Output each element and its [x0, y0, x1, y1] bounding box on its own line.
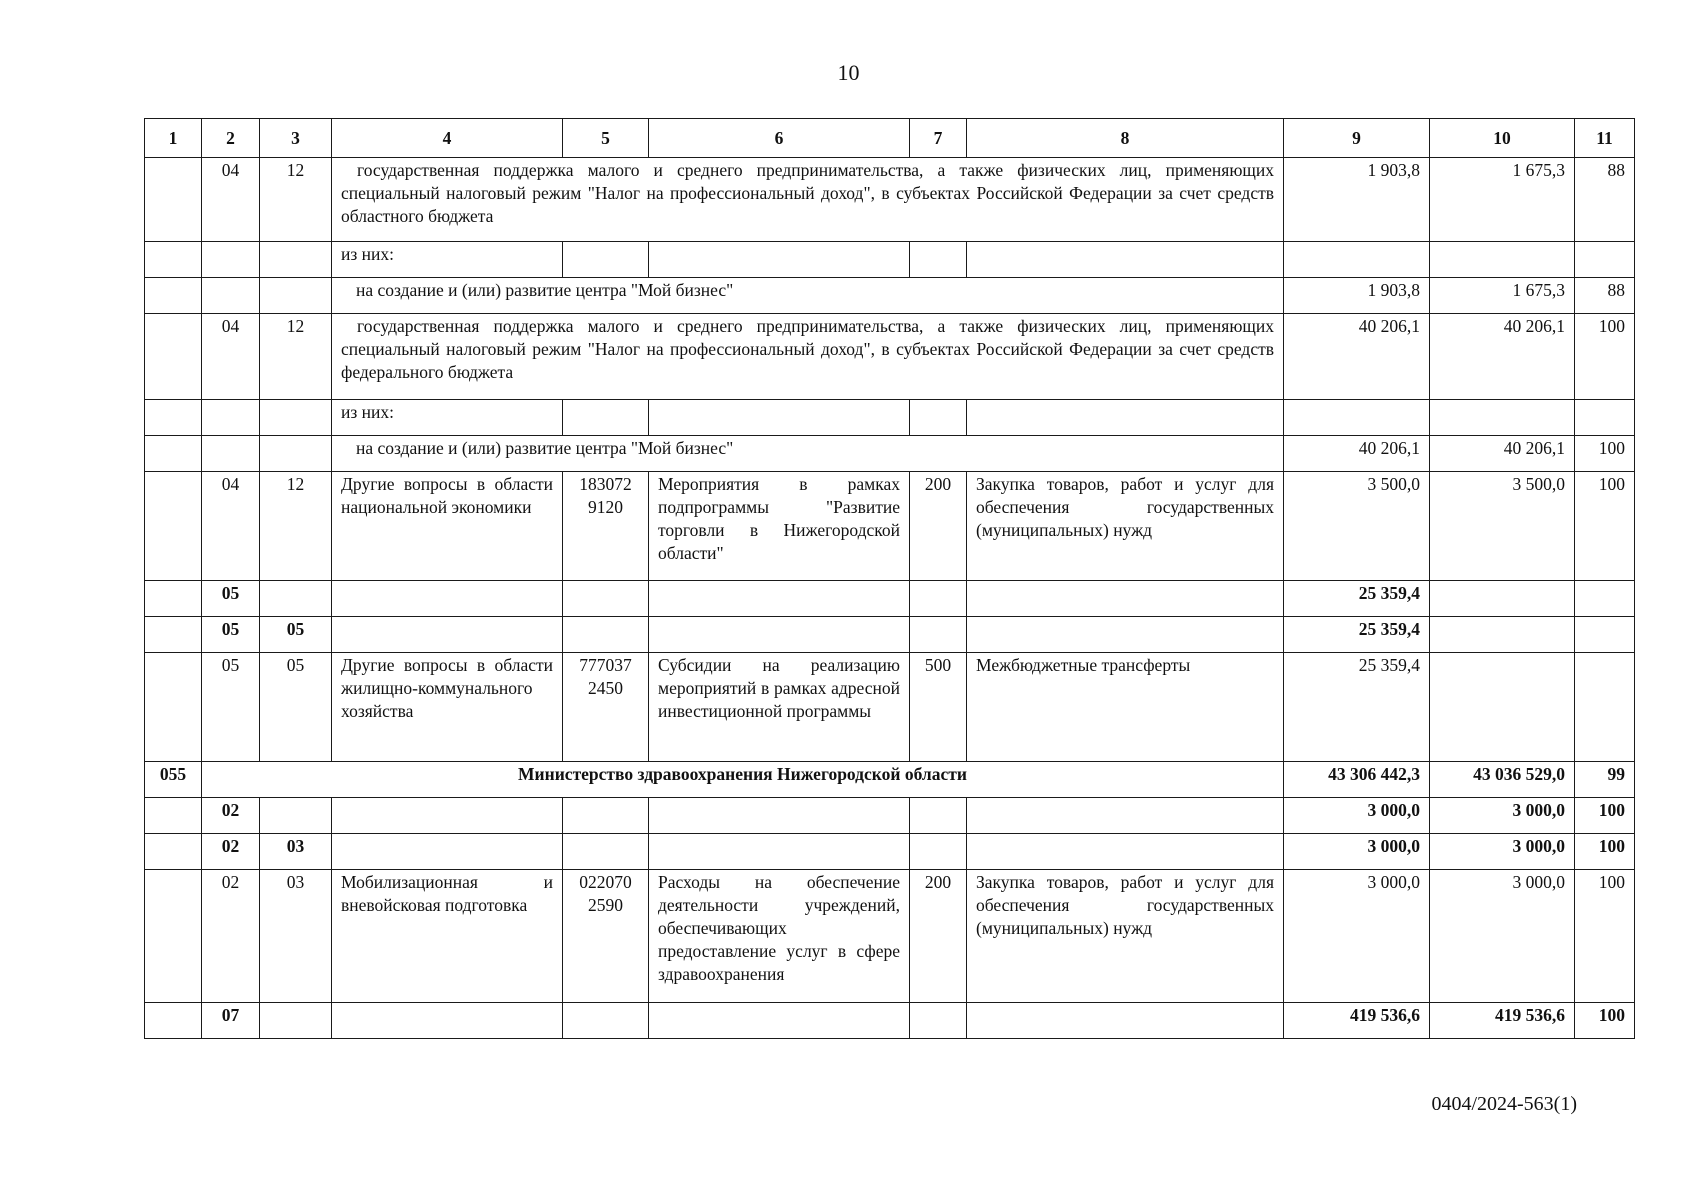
cell-col1	[145, 834, 202, 870]
cell-col8	[967, 617, 1284, 653]
page-number: 10	[837, 60, 860, 85]
cell-subsection	[260, 242, 332, 278]
budget-table	[144, 118, 1635, 1039]
cell-section-name: Другие вопросы в области национальной экономики	[332, 472, 563, 581]
cell-col5	[563, 400, 649, 436]
cell-col1	[145, 653, 202, 762]
cell-plan: 1 903,8	[1284, 158, 1430, 242]
cell-subsection: 12	[260, 158, 332, 242]
cell-col6	[649, 1003, 910, 1039]
cell-section	[202, 242, 260, 278]
table-row	[145, 1003, 1635, 1039]
cell-col8	[967, 400, 1284, 436]
cell-percent: 99	[1575, 762, 1635, 798]
cell-col5	[563, 242, 649, 278]
cell-percent: 100	[1575, 1003, 1635, 1039]
cell-section	[202, 436, 260, 472]
cell-col1	[145, 617, 202, 653]
cell-section: 02	[202, 870, 260, 1003]
cell-subsection: 03	[260, 870, 332, 1003]
header-cell: 11	[1575, 119, 1635, 158]
cell-subsection: 12	[260, 314, 332, 400]
table-row	[145, 653, 1635, 762]
table-row	[145, 472, 1635, 581]
document-code: 0404/2024-563(1)	[1431, 1093, 1577, 1115]
cell-col1	[145, 1003, 202, 1039]
cell-subsection	[260, 400, 332, 436]
cell-percent: 100	[1575, 472, 1635, 581]
cell-col5	[563, 581, 649, 617]
cell-plan: 25 359,4	[1284, 617, 1430, 653]
cell-plan: 3 000,0	[1284, 798, 1430, 834]
cell-actual: 1 675,3	[1430, 278, 1575, 314]
cell-col1	[145, 400, 202, 436]
cell-section: 02	[202, 834, 260, 870]
header-cell: 6	[649, 119, 910, 158]
cell-plan: 43 306 442,3	[1284, 762, 1430, 798]
cell-plan	[1284, 400, 1430, 436]
cell-actual: 40 206,1	[1430, 314, 1575, 400]
cell-actual: 3 000,0	[1430, 870, 1575, 1003]
cell-col7	[910, 1003, 967, 1039]
header-cell: 10	[1430, 119, 1575, 158]
cell-actual	[1430, 242, 1575, 278]
header-cell: 3	[260, 119, 332, 158]
cell-col4	[332, 834, 563, 870]
cell-description: государственная поддержка малого и среднего предпринимательства, а также физических лиц, применяющих специальный налоговый режим "Налог на профессиональный доход", в субъектах Российской Федерации за счет средств областного бюджета	[332, 158, 1284, 242]
cell-col1	[145, 472, 202, 581]
cell-percent: 100	[1575, 314, 1635, 400]
cell-col8	[967, 581, 1284, 617]
cell-actual: 1 675,3	[1430, 158, 1575, 242]
cell-actual: 43 036 529,0	[1430, 762, 1575, 798]
cell-actual	[1430, 581, 1575, 617]
cell-actual	[1430, 400, 1575, 436]
cell-section-name: Мобилизационная и вневойсковая подготовка	[332, 870, 563, 1003]
table-row	[145, 798, 1635, 834]
cell-col4	[332, 1003, 563, 1039]
cell-col1	[145, 436, 202, 472]
cell-plan: 40 206,1	[1284, 436, 1430, 472]
cell-col1	[145, 870, 202, 1003]
cell-section: 05	[202, 653, 260, 762]
cell-col5	[563, 798, 649, 834]
cell-actual	[1430, 653, 1575, 762]
table-row	[145, 314, 1635, 400]
ministry-title: Министерство здравоохранения Нижегородской области	[202, 762, 1284, 798]
header-cell: 1	[145, 119, 202, 158]
cell-section: 05	[202, 581, 260, 617]
cell-percent: 100	[1575, 870, 1635, 1003]
cell-expense-type: 500	[910, 653, 967, 762]
cell-percent: 100	[1575, 834, 1635, 870]
cell-section: 04	[202, 158, 260, 242]
header-cell: 4	[332, 119, 563, 158]
cell-col1	[145, 314, 202, 400]
ministry-row	[145, 762, 1635, 798]
cell-section: 04	[202, 314, 260, 400]
cell-col7	[910, 834, 967, 870]
cell-col8	[967, 798, 1284, 834]
header-cell: 5	[563, 119, 649, 158]
cell-col1	[145, 158, 202, 242]
cell-col1	[145, 798, 202, 834]
cell-actual: 419 536,6	[1430, 1003, 1575, 1039]
cell-section: 02	[202, 798, 260, 834]
cell-expense-name: Закупка товаров, работ и услуг для обеспечения государственных (муниципальных) нужд	[967, 472, 1284, 581]
cell-expense-type: 200	[910, 472, 967, 581]
cell-col1	[145, 278, 202, 314]
cell-subsection	[260, 436, 332, 472]
cell-plan: 25 359,4	[1284, 581, 1430, 617]
table-header-row	[145, 119, 1635, 158]
cell-col6	[649, 798, 910, 834]
cell-col1	[145, 581, 202, 617]
cell-subsection: 12	[260, 472, 332, 581]
cell-expense-name: Закупка товаров, работ и услуг для обеспечения государственных (муниципальных) нужд	[967, 870, 1284, 1003]
cell-ministry-code: 055	[145, 762, 202, 798]
cell-subsection	[260, 798, 332, 834]
cell-col6	[649, 834, 910, 870]
cell-col1	[145, 242, 202, 278]
cell-col6	[649, 617, 910, 653]
cell-description: на создание и (или) развитие центра "Мой бизнес"	[332, 278, 1284, 314]
table-row	[145, 242, 1635, 278]
cell-subsection: 05	[260, 653, 332, 762]
cell-target-name: Мероприятия в рамках подпрограммы "Развитие торговли в Нижегородской области"	[649, 472, 910, 581]
cell-plan: 3 000,0	[1284, 834, 1430, 870]
header-cell: 8	[967, 119, 1284, 158]
table-row	[145, 834, 1635, 870]
cell-percent: 88	[1575, 278, 1635, 314]
cell-description: государственная поддержка малого и среднего предпринимательства, а также физических лиц, применяющих специальный налоговый режим "Налог на профессиональный доход", в субъектах Российской Федерации за счет средств федерального бюджета	[332, 314, 1284, 400]
cell-target-name: Субсидии на реализацию мероприятий в рамках адресной инвестиционной программы	[649, 653, 910, 762]
cell-plan	[1284, 242, 1430, 278]
cell-col6	[649, 242, 910, 278]
cell-target-code: 777037 2450	[563, 653, 649, 762]
cell-percent	[1575, 653, 1635, 762]
cell-percent: 100	[1575, 798, 1635, 834]
cell-target-code: 183072 9120	[563, 472, 649, 581]
cell-col5	[563, 617, 649, 653]
cell-target-name: Расходы на обеспечение деятельности учреждений, обеспечивающих предоставление услуг в сфере здравоохранения	[649, 870, 910, 1003]
table-row	[145, 870, 1635, 1003]
cell-actual	[1430, 617, 1575, 653]
cell-section: 05	[202, 617, 260, 653]
cell-col4	[332, 617, 563, 653]
cell-percent	[1575, 400, 1635, 436]
cell-description: из них:	[332, 400, 563, 436]
cell-subsection	[260, 1003, 332, 1039]
table-row	[145, 278, 1635, 314]
header-cell: 7	[910, 119, 967, 158]
cell-col6	[649, 581, 910, 617]
cell-percent	[1575, 242, 1635, 278]
cell-subsection: 03	[260, 834, 332, 870]
cell-col8	[967, 834, 1284, 870]
cell-section-name: Другие вопросы в области жилищно-коммунального хозяйства	[332, 653, 563, 762]
header-cell: 9	[1284, 119, 1430, 158]
cell-col8	[967, 242, 1284, 278]
cell-col7	[910, 242, 967, 278]
cell-plan: 3 000,0	[1284, 870, 1430, 1003]
cell-expense-name: Межбюджетные трансферты	[967, 653, 1284, 762]
cell-plan: 3 500,0	[1284, 472, 1430, 581]
cell-subsection	[260, 278, 332, 314]
cell-col4	[332, 798, 563, 834]
cell-col7	[910, 617, 967, 653]
table-row	[145, 400, 1635, 436]
cell-percent	[1575, 617, 1635, 653]
cell-actual: 3 500,0	[1430, 472, 1575, 581]
cell-subsection	[260, 581, 332, 617]
cell-expense-type: 200	[910, 870, 967, 1003]
cell-col5	[563, 834, 649, 870]
cell-col6	[649, 400, 910, 436]
cell-percent: 100	[1575, 436, 1635, 472]
cell-description: из них:	[332, 242, 563, 278]
cell-actual: 40 206,1	[1430, 436, 1575, 472]
cell-section: 04	[202, 472, 260, 581]
cell-col7	[910, 798, 967, 834]
cell-col8	[967, 1003, 1284, 1039]
cell-section: 07	[202, 1003, 260, 1039]
table-row	[145, 436, 1635, 472]
table-row	[145, 617, 1635, 653]
cell-description: на создание и (или) развитие центра "Мой бизнес"	[332, 436, 1284, 472]
cell-plan: 419 536,6	[1284, 1003, 1430, 1039]
table-row	[145, 158, 1635, 242]
table-row	[145, 581, 1635, 617]
cell-col4	[332, 581, 563, 617]
cell-plan: 1 903,8	[1284, 278, 1430, 314]
cell-col7	[910, 400, 967, 436]
cell-plan: 25 359,4	[1284, 653, 1430, 762]
cell-section	[202, 400, 260, 436]
cell-target-code: 022070 2590	[563, 870, 649, 1003]
header-cell: 2	[202, 119, 260, 158]
cell-percent: 88	[1575, 158, 1635, 242]
cell-col7	[910, 581, 967, 617]
cell-percent	[1575, 581, 1635, 617]
cell-section	[202, 278, 260, 314]
cell-subsection: 05	[260, 617, 332, 653]
cell-actual: 3 000,0	[1430, 798, 1575, 834]
cell-col5	[563, 1003, 649, 1039]
cell-actual: 3 000,0	[1430, 834, 1575, 870]
cell-plan: 40 206,1	[1284, 314, 1430, 400]
